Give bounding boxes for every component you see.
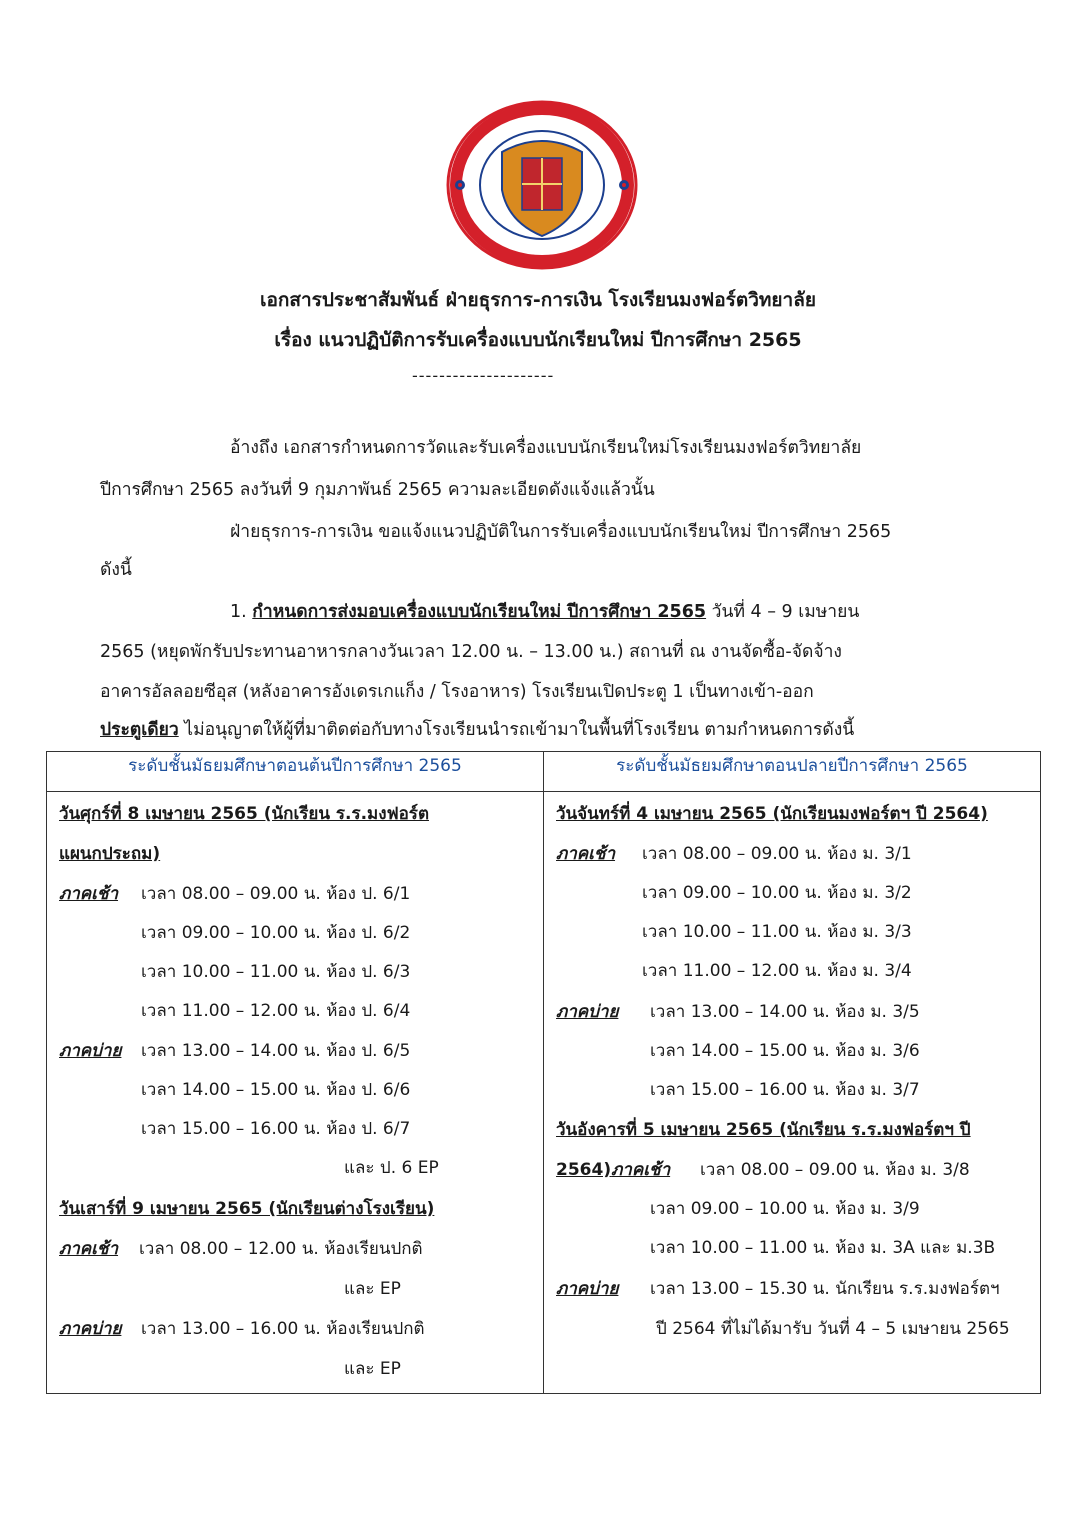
left-slot-9: เวลา 13.00 – 16.00 น. ห้องเรียนปกติ	[141, 1319, 425, 1339]
para-reference-line2: ปีการศึกษา 2565 ลงวันที่ 9 กุมภาพันธ์ 2565 ความละเอียดดังแจ้งแล้วนั้น	[100, 480, 655, 500]
left-day1-line2: แผนกประถม)	[59, 844, 161, 864]
right-slot-5: เวลา 13.00 – 14.00 น. ห้อง ม. 3/5	[650, 1002, 920, 1022]
left-slot-9-cont: และ EP	[344, 1359, 401, 1379]
single-gate-text: ประตูเดียว	[100, 720, 179, 740]
right-day2-line2	[556, 1156, 670, 1183]
schedule-column-left	[47, 792, 544, 1394]
right-slot-2: เวลา 09.00 – 10.00 น. ห้อง ม. 3/2	[642, 883, 912, 903]
item1-heading: กำหนดการส่งมอบเครื่องแบบนักเรียนใหม่ ปีการศึกษา 2565	[252, 602, 707, 622]
right-day1: วันจันทร์ที่ 4 เมษายน 2565 (นักเรียนมงฟอร์ตฯ ปี 2564)	[556, 804, 988, 824]
left-slot-8: เวลา 08.00 – 12.00 น. ห้องเรียนปกติ	[139, 1239, 423, 1259]
left-slot-7-cont: และ ป. 6 EP	[344, 1158, 439, 1178]
left-slot-8-cont: และ EP	[344, 1279, 401, 1299]
document-subject: เรื่อง แนวปฏิบัติการรับเครื่องแบบนักเรียนใหม่ ปีการศึกษา 2565	[274, 329, 802, 351]
item1-line4-rest: ไม่อนุญาตให้ผู้ที่มาติดต่อกับทางโรงเรียนนำรถเข้ามาในพื้นที่โรงเรียน ตามกำหนดการดังนี้	[184, 720, 855, 740]
item1-number: 1.	[230, 602, 247, 622]
left-slot-3: เวลา 10.00 – 11.00 น. ห้อง ป. 6/3	[141, 962, 411, 982]
right-day2-year: 2564)	[556, 1160, 612, 1180]
left-morning-label: ภาคเช้า	[59, 884, 119, 904]
right-day2-line1: วันอังคารที่ 5 เมษายน 2565 (นักเรียน ร.ร.มงฟอร์ตฯ ปี	[556, 1120, 971, 1140]
table-header-lower-secondary: ระดับชั้นมัธยมศึกษาตอนต้นปีการศึกษา 2565	[47, 752, 544, 792]
right-slot-1: เวลา 08.00 – 09.00 น. ห้อง ม. 3/1	[642, 844, 912, 864]
left-day1-line1: วันศุกร์ที่ 8 เมษายน 2565 (นักเรียน ร.ร.มงฟอร์ต	[59, 804, 429, 824]
right-slot-10: เวลา 10.00 – 11.00 น. ห้อง ม. 3A และ ม.3B	[650, 1238, 996, 1258]
title-divider: ---------------------	[412, 366, 555, 385]
document-title: เอกสารประชาสัมพันธ์ ฝ่ายธุรการ-การเงิน โรงเรียนมงฟอร์ตวิทยาลัย	[259, 289, 816, 311]
right-day2-morning-label: ภาคเช้า	[611, 1160, 671, 1180]
right-slot-6: เวลา 14.00 – 15.00 น. ห้อง ม. 3/6	[650, 1041, 920, 1061]
item1-line1	[230, 592, 859, 632]
right-slot-11-cont: ปี 2564 ที่ไม่ได้มารับ วันที่ 4 – 5 เมษายน 2565	[656, 1319, 1010, 1339]
left-slot-4: เวลา 11.00 – 12.00 น. ห้อง ป. 6/4	[141, 1001, 411, 1021]
item1-line4	[100, 710, 854, 750]
right-slot-7: เวลา 15.00 – 16.00 น. ห้อง ม. 3/7	[650, 1080, 920, 1100]
item1-line2: 2565 (หยุดพักรับประทานอาหารกลางวันเวลา 12.00 น. – 13.00 น.) สถานที่ ณ งานจัดซื้อ-จัดจ้าง	[100, 642, 842, 662]
schedule-column-right	[544, 792, 1041, 1394]
left-day2-afternoon-label: ภาคบ่าย	[59, 1319, 122, 1339]
left-afternoon-label: ภาคบ่าย	[59, 1041, 122, 1061]
item1-line3: อาคารอัลลอยซีอุส (หลังอาคารอังเดรเกแก็ง / โรงอาหาร) โรงเรียนเปิดประตู 1 เป็นทางเข้า-ออก	[100, 682, 814, 702]
right-slot-8: เวลา 08.00 – 09.00 น. ห้อง ม. 3/8	[700, 1160, 970, 1180]
left-slot-5: เวลา 13.00 – 14.00 น. ห้อง ป. 6/5	[141, 1041, 411, 1061]
left-slot-7: เวลา 15.00 – 16.00 น. ห้อง ป. 6/7	[141, 1119, 411, 1139]
right-slot-11: เวลา 13.00 – 15.30 น. นักเรียน ร.ร.มงฟอร์ตฯ	[650, 1279, 1000, 1299]
para-reference-line1: อ้างถึง เอกสารกำหนดการวัดและรับเครื่องแบบนักเรียนใหม่โรงเรียนมงฟอร์ตวิทยาลัย	[230, 438, 862, 458]
right-day2-afternoon-label: ภาคบ่าย	[556, 1279, 619, 1299]
right-slot-3: เวลา 10.00 – 11.00 น. ห้อง ม. 3/3	[642, 922, 912, 942]
item1-dates: วันที่ 4 – 9 เมษายน	[711, 602, 860, 622]
schedule-table	[46, 751, 1041, 1394]
left-slot-2: เวลา 09.00 – 10.00 น. ห้อง ป. 6/2	[141, 923, 411, 943]
right-slot-9: เวลา 09.00 – 10.00 น. ห้อง ม. 3/9	[650, 1199, 920, 1219]
left-slot-1: เวลา 08.00 – 09.00 น. ห้อง ป. 6/1	[141, 884, 411, 904]
table-header-upper-secondary: ระดับชั้นมัธยมศึกษาตอนปลายปีการศึกษา 2565	[544, 752, 1041, 792]
right-afternoon-label: ภาคบ่าย	[556, 1002, 619, 1022]
para-announce-line2: ดังนี้	[100, 560, 132, 580]
right-slot-4: เวลา 11.00 – 12.00 น. ห้อง ม. 3/4	[642, 961, 912, 981]
para-announce-line1: ฝ่ายธุรการ-การเงิน ขอแจ้งแนวปฏิบัติในการรับเครื่องแบบนักเรียนใหม่ ปีการศึกษา 2565	[230, 522, 892, 542]
left-day2-morning-label: ภาคเช้า	[59, 1239, 119, 1259]
left-slot-6: เวลา 14.00 – 15.00 น. ห้อง ป. 6/6	[141, 1080, 411, 1100]
school-seal-logo	[446, 100, 638, 270]
right-morning-label: ภาคเช้า	[556, 844, 616, 864]
left-day2: วันเสาร์ที่ 9 เมษายน 2565 (นักเรียนต่างโรงเรียน)	[59, 1199, 435, 1219]
